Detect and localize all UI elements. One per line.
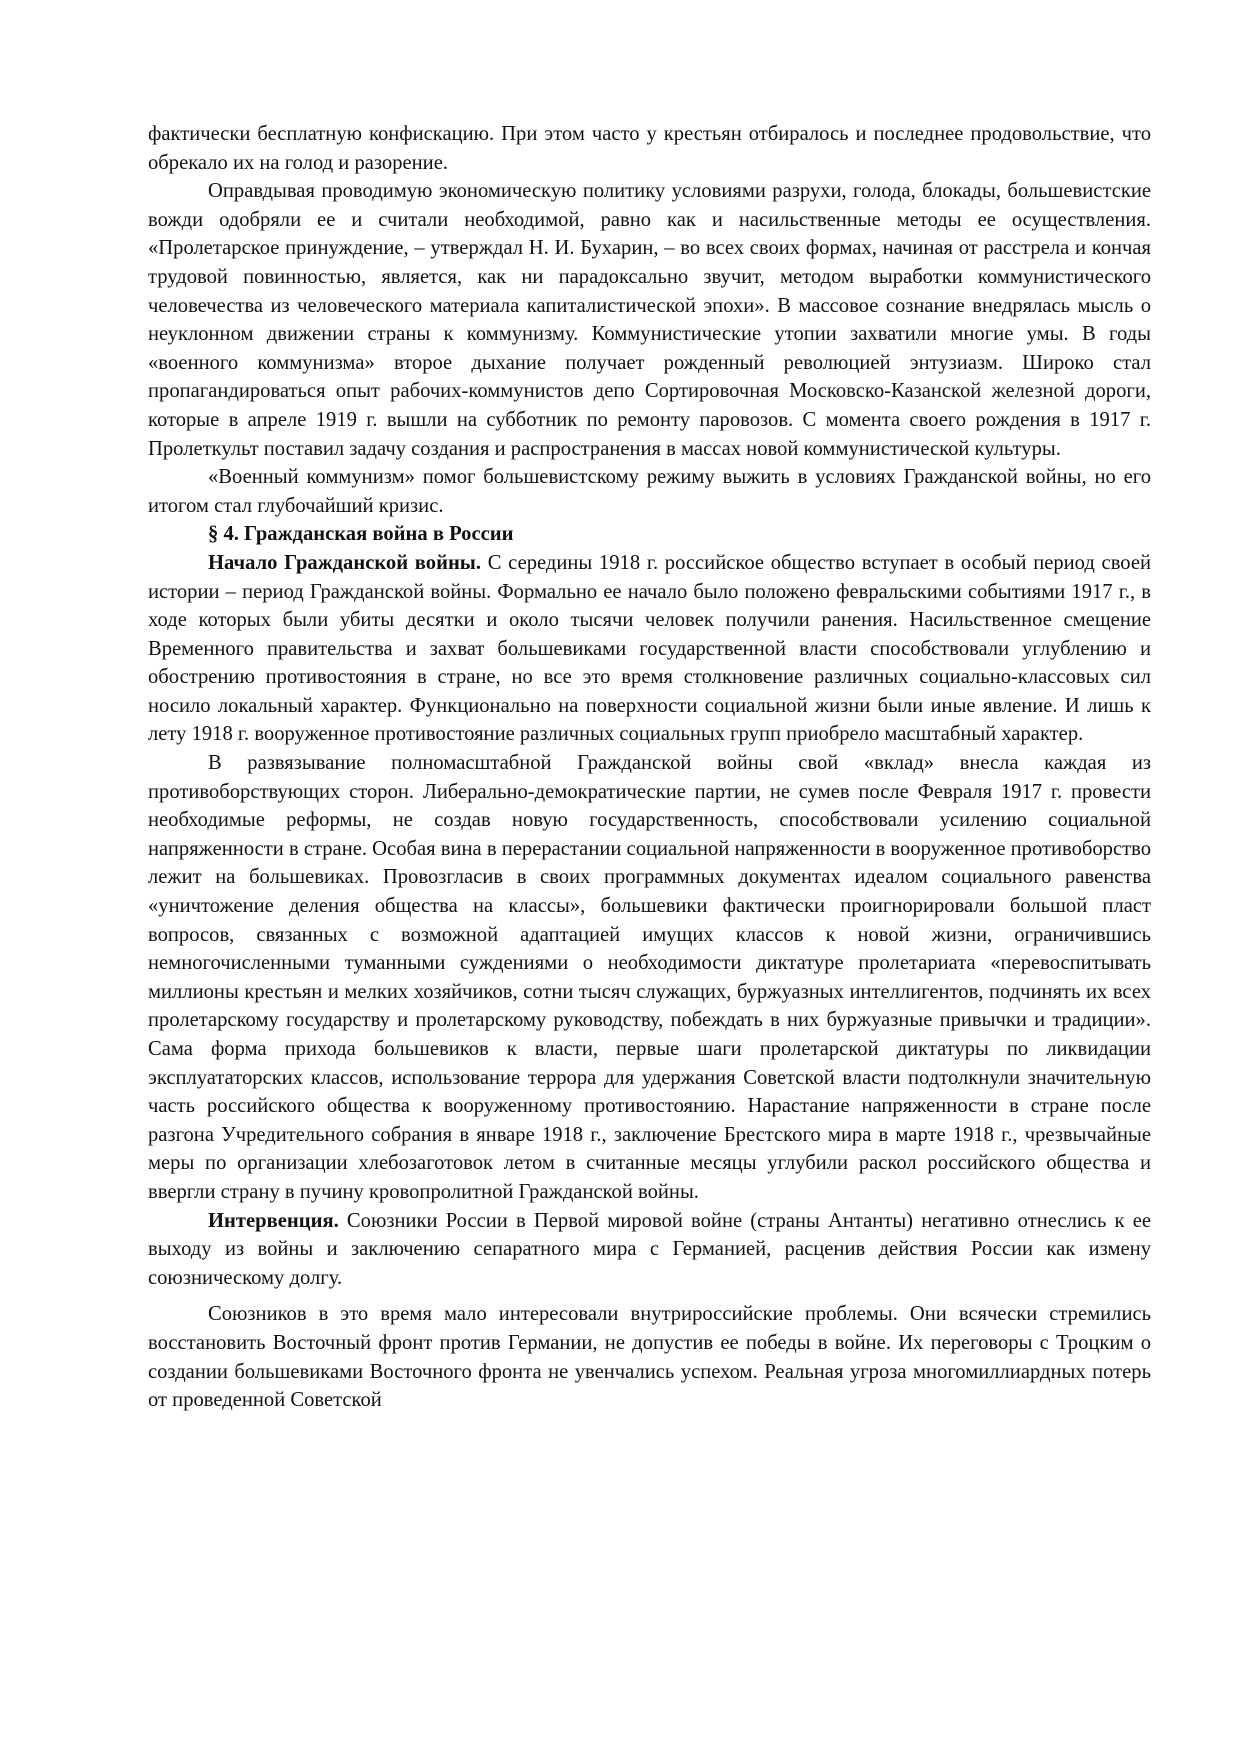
paragraph-civil-war-start (148, 549, 1151, 749)
paragraph-body-intervention: Союзники России в Первой мировой войне (страны Антанты) негативно отнеслись к ее выходу из войны и заключению сепаратного мира с Германией, расценив действия России как измену союзническому долгу. (148, 1209, 1151, 1289)
paragraph-war-communism-justification: Оправдывая проводимую экономическую политику условиями разрухи, голода, блокады, большевистские вожди одобряли ее и считали необходимой, равно как и насильственные методы ее осуществления. «Пролетарское принуждение, – утверждал Н. И. Бухарин, – во всех своих формах, начиная от расстрела и кончая трудовой повинностью, является, как ни парадоксально звучит, методом выработки коммунистического человечества из человеческого материала капиталистической эпохи». В массовое сознание внедрялась мысль о неуклонном движении страны к коммунизму. Коммунистические утопии захватили многие умы. В годы «военного коммунизма» второе дыхание получает рожденный революцией энтузиазм. Широко стал пропагандироваться опыт рабочих-коммунистов депо Сортировочная Московско-Казанской железной дороги, которые в апреле 1919 г. вышли на субботник по ремонту паровозов. С момента своего рождения в 1917 г. Пролеткульт поставил задачу создания и распространения в массах новой коммунистической культуры. (148, 180, 1151, 460)
section-heading: § 4. Гражданская война в России (208, 523, 514, 546)
paragraph-intervention (148, 1207, 1151, 1293)
paragraph-confiscation: фактически бесплатную конфискацию. При этом часто у крестьян отбиралось и последнее продовольствие, что обрекало их на голод и разорение. (148, 123, 1151, 174)
paragraph-lead-civil-war-start: Начало Гражданской войны. (208, 551, 482, 574)
paragraph-allies: Союзников в это время мало интересовали внутрироссийские проблемы. Они всячески стремились восстановить Восточный фронт против Германии, не допустив ее победы в войне. Их переговоры с Троцким о создании большевиками Восточного фронта не увенчались успехом. Реальная угроза многомиллиардных потерь от проведенной Советской (148, 1303, 1151, 1412)
paragraph-war-causes: В развязывание полномасштабной Гражданской войны свой «вклад» внесла каждая из противоборствующих сторон. Либерально-демократические партии, не сумев после Февраля 1917 г. провести необходимые реформы, не создав новую государственность, способствовали усилению социальной напряженности в стране. Особая вина в перерастании социальной напряженности в вооруженное противоборство лежит на большевиках. Провозгласив в своих программных документах идеалом социального равенства «уничтожение деления общества на классы», большевики фактически проигнорировали большой пласт вопросов, связанных с возможной адаптацией имущих классов к новой жизни, ограничившись немногочисленными туманными суждениями о необходимости диктатуре пролетариата «перевоспитывать миллионы крестьян и мелких хозяйчиков, сотни тысяч служащих, буржуазных интеллигентов, подчинять их всех пролетарскому государству и пролетарскому руководству, побеждать в них буржуазные привычки и традиции». Сама форма прихода большевиков к власти, первые шаги пролетарской диктатуры по ликвидации эксплуататорских классов, использование террора для удержания Советской власти подтолкнули значительную часть российского общества к вооруженному противостоянию. Нарастание напряженности в стране после разгона Учредительного собрания в январе 1918 г., заключение Брестского мира в марте 1918 г., чрезвычайные меры по организации хлебозаготовок летом в считанные месяцы углубили раскол российского общества и ввергли страну в пучину кровопролитной Гражданской войны. (148, 752, 1151, 1203)
paragraph-body-civil-war-start: С середины 1918 г. российское общество вступает в особый период своей истории – период Гражданской войны. Формально ее начало было положено февральскими событиями 1917 г., в ходе которых были убиты десятки и около тысячи человек получили ранения. Насильственное смещение Временного правительства и захват большевиками государственной власти способствовали углублению и обострению противостояния в стране, но все это время столкновение различных социально-классовых сил носило локальный характер. Функционально на поверхности социальной жизни были иные явление. И лишь к лету 1918 г. вооруженное противостояние различных социальных групп приобрело масштабный характер. (148, 551, 1151, 746)
paragraph-war-communism-result: «Военный коммунизм» помог большевистскому режиму выжить в условиях Гражданской войны, но его итогом стал глубочайший кризис. (148, 466, 1151, 517)
paragraph-lead-intervention: Интервенция. (208, 1209, 339, 1232)
